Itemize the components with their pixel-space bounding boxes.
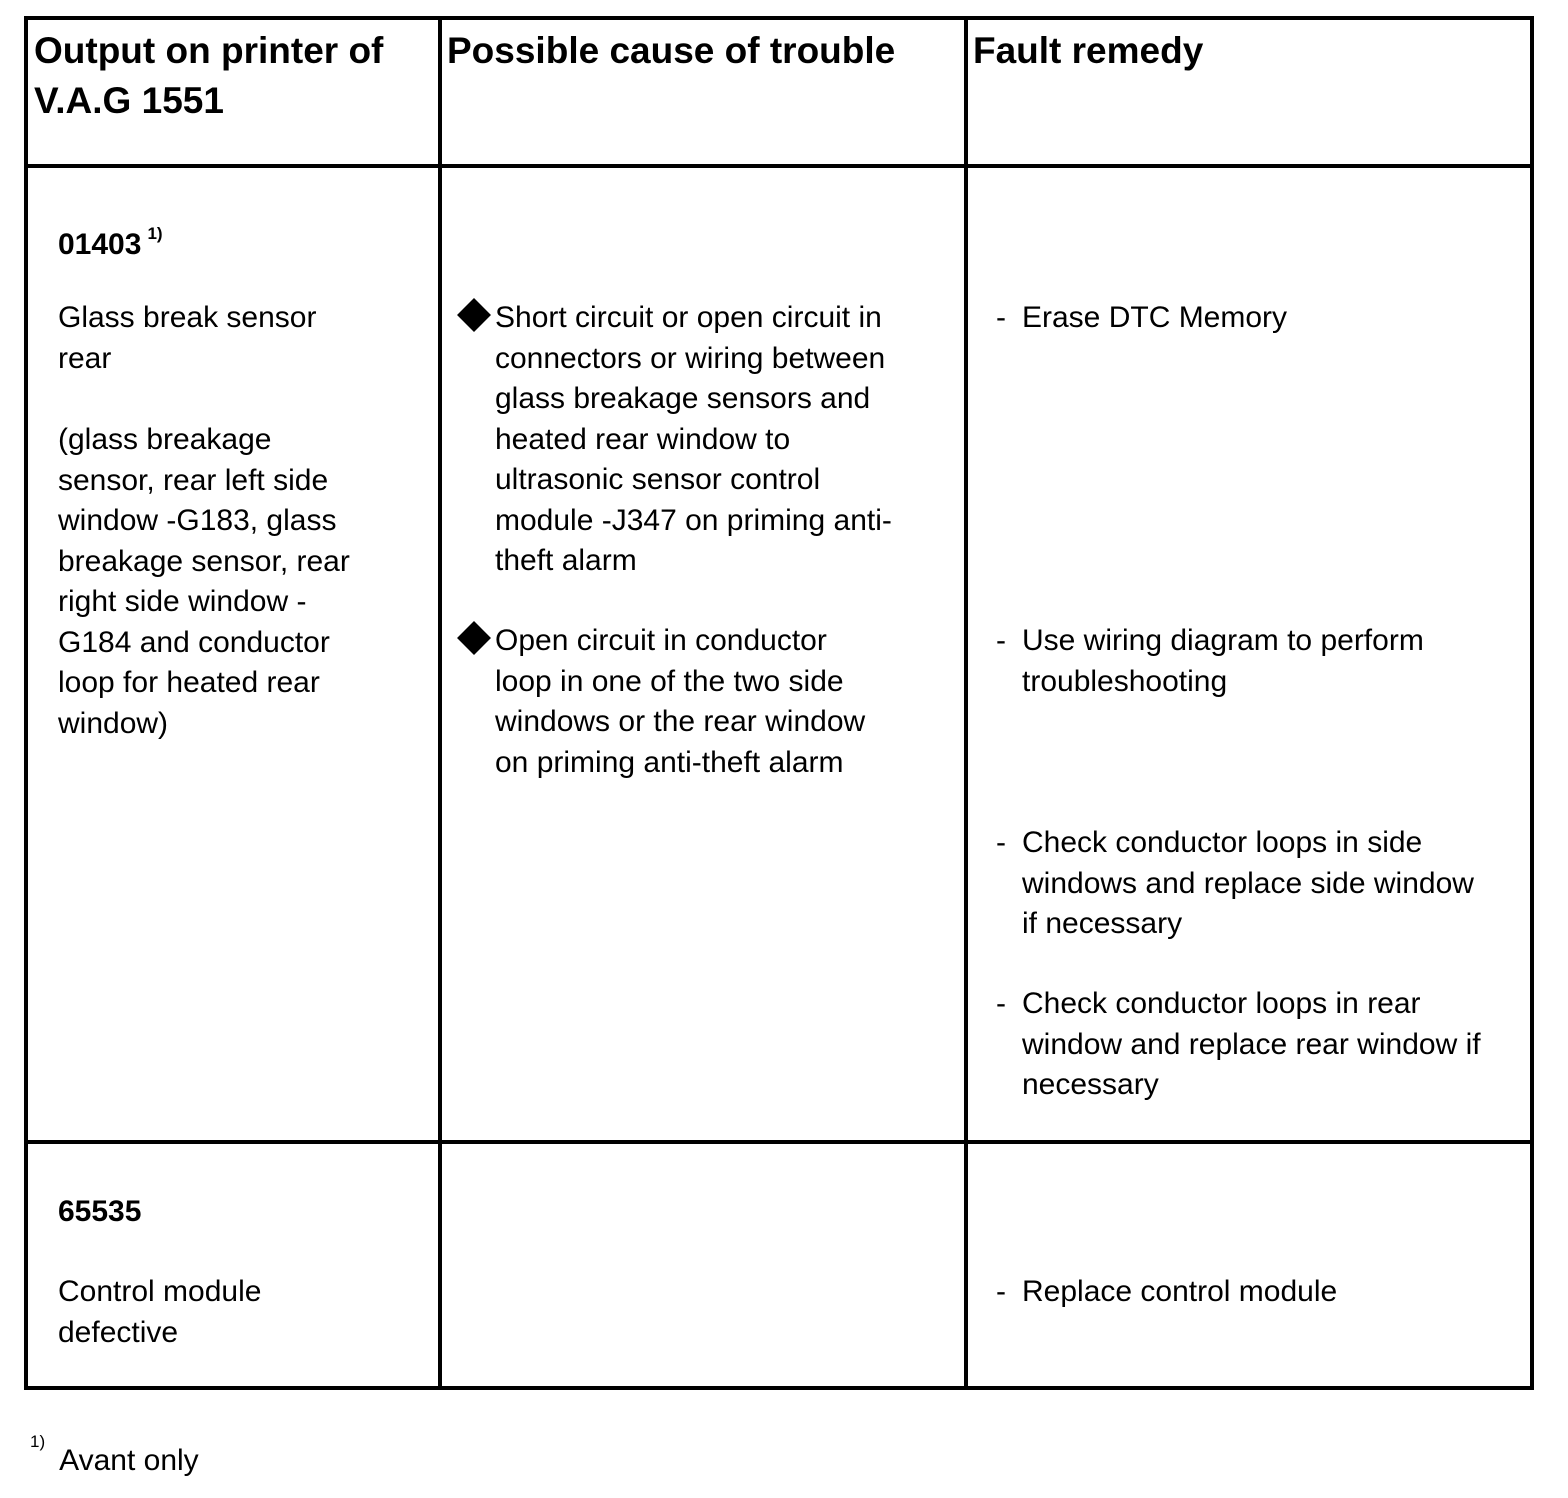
fault-detail: (glass breakage sensor, rear left side window -G183, glass breakage sensor, rear right side window - G184 and conductor loop for heated rear window)	[58, 423, 350, 740]
fault-description: Glass break sensor rear	[58, 301, 317, 375]
remedy-dash: -	[996, 1275, 1006, 1308]
remedy-dash: -	[996, 301, 1006, 334]
footnote-text: Avant only	[59, 1444, 199, 1477]
header-cause: Possible cause of trouble	[447, 30, 896, 71]
remedy-dash: -	[996, 987, 1006, 1020]
remedy-dash: -	[996, 624, 1006, 657]
fault-code-01403	[58, 218, 163, 265]
footnote-marker: 1)	[30, 1432, 46, 1451]
column-divider-1	[438, 20, 442, 1386]
footnote-marker: 1)	[147, 224, 163, 243]
remedy-item-1: Erase DTC Memory	[1022, 301, 1288, 334]
header-output: Output on printer of V.A.G 1551	[34, 30, 384, 121]
fault-code-value: 01403	[58, 228, 142, 261]
header-remedy: Fault remedy	[973, 30, 1204, 71]
footnote	[30, 1432, 199, 1483]
cause-item-1: Short circuit or open circuit in connectors or wiring between glass breakage sensors and heated rear window to ultrasonic sensor control module -J347 on priming anti- theft alarm	[495, 301, 892, 577]
header-row-divider	[28, 164, 1530, 168]
fault-description-2: Control module defective	[58, 1275, 262, 1349]
cause-item-2: Open circuit in conductor loop in one of the two side windows or the rear window on priming anti-theft alarm	[495, 624, 866, 779]
diamond-bullet-icon	[457, 621, 491, 655]
fault-table	[24, 16, 1534, 1390]
remedy-item-3: Check conductor loops in side windows and replace side window if necessary	[1022, 826, 1474, 940]
fault-code-65535: 65535	[58, 1195, 142, 1228]
diamond-bullet-icon	[457, 298, 491, 332]
remedy-dash: -	[996, 826, 1006, 859]
remedy-item-4: Check conductor loops in rear window and replace rear window if necessary	[1022, 987, 1481, 1101]
row-divider	[28, 1140, 1530, 1144]
column-divider-2	[964, 20, 968, 1386]
remedy-item-replace: Replace control module	[1022, 1275, 1338, 1308]
remedy-item-2: Use wiring diagram to perform troubleshooting	[1022, 624, 1424, 698]
